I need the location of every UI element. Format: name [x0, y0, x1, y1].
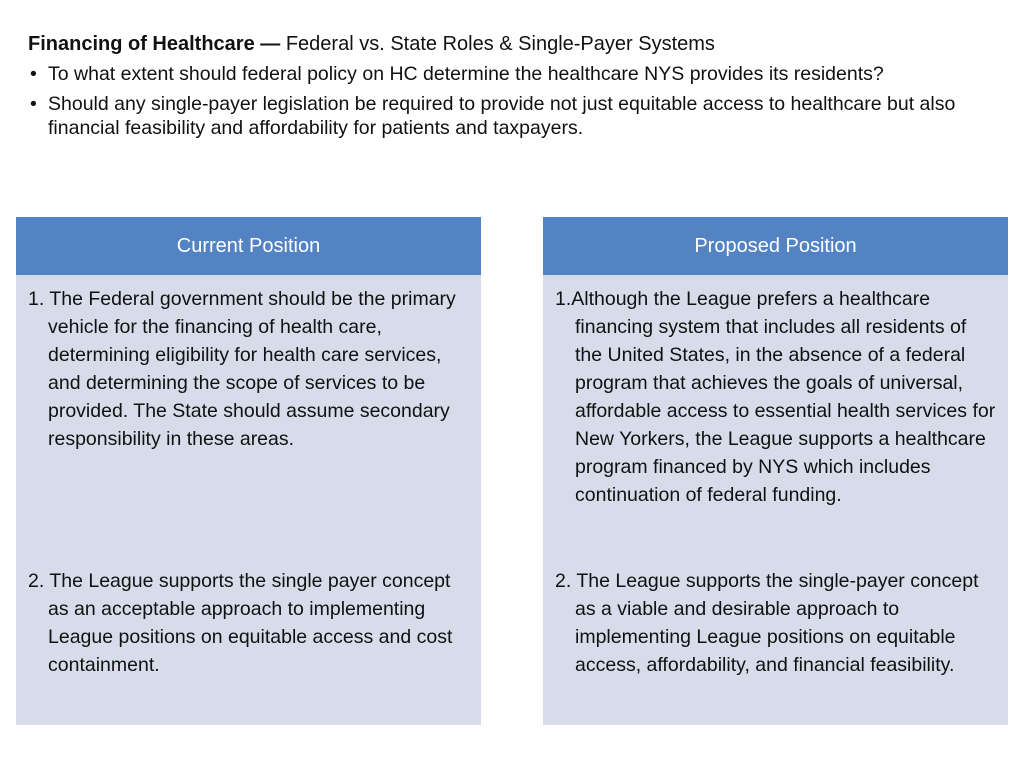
question-item [28, 62, 988, 86]
current-position-body [16, 275, 481, 679]
current-position-heading: Current Position [16, 217, 481, 275]
bullet-icon: • [30, 93, 37, 115]
title-main: Financing of Healthcare [28, 33, 255, 55]
question-text: To what extent should federal policy on HC determine the healthcare NYS provides its residents? [48, 63, 884, 85]
title-subtitle: Federal vs. State Roles & Single-Payer Systems [285, 33, 715, 55]
proposed-position-heading: Proposed Position [543, 217, 1008, 275]
slide-header [28, 30, 988, 146]
current-item-2: 2. The League supports the single payer concept as an acceptable approach to implementing League positions on equitable access and cost containment. [28, 570, 453, 676]
proposed-item-1: 1.Although the League prefers a healthcare financing system that includes all residents of the United States, in the absence of a federal program that achieves the goals of universal, affordable access to essential health services for New Yorkers, the League supports a healthcare program financed by NYS which includes continuation of federal funding. [555, 288, 996, 506]
title-dash: — [254, 33, 286, 55]
slide-title [28, 30, 988, 58]
question-text: Should any single-payer legislation be required to provide not just equitable access to healthcare but also financial feasibility and affordability for patients and taxpayers. [48, 93, 956, 139]
proposed-position-body [543, 275, 1008, 679]
question-item [28, 92, 988, 140]
proposed-item-2: 2. The League supports the single-payer concept as a viable and desirable approach to implementing League positions on equitable access, affordability, and financial feasibility. [555, 570, 979, 676]
current-item-1: 1. The Federal government should be the primary vehicle for the financing of health care, determining eligibility for health care services, and determining the scope of services to be provided. The State should assume secondary responsibility in these areas. [28, 288, 456, 450]
current-position-panel [16, 217, 481, 725]
bullet-icon: • [30, 63, 37, 85]
proposed-position-panel [543, 217, 1008, 725]
question-list [28, 62, 988, 140]
